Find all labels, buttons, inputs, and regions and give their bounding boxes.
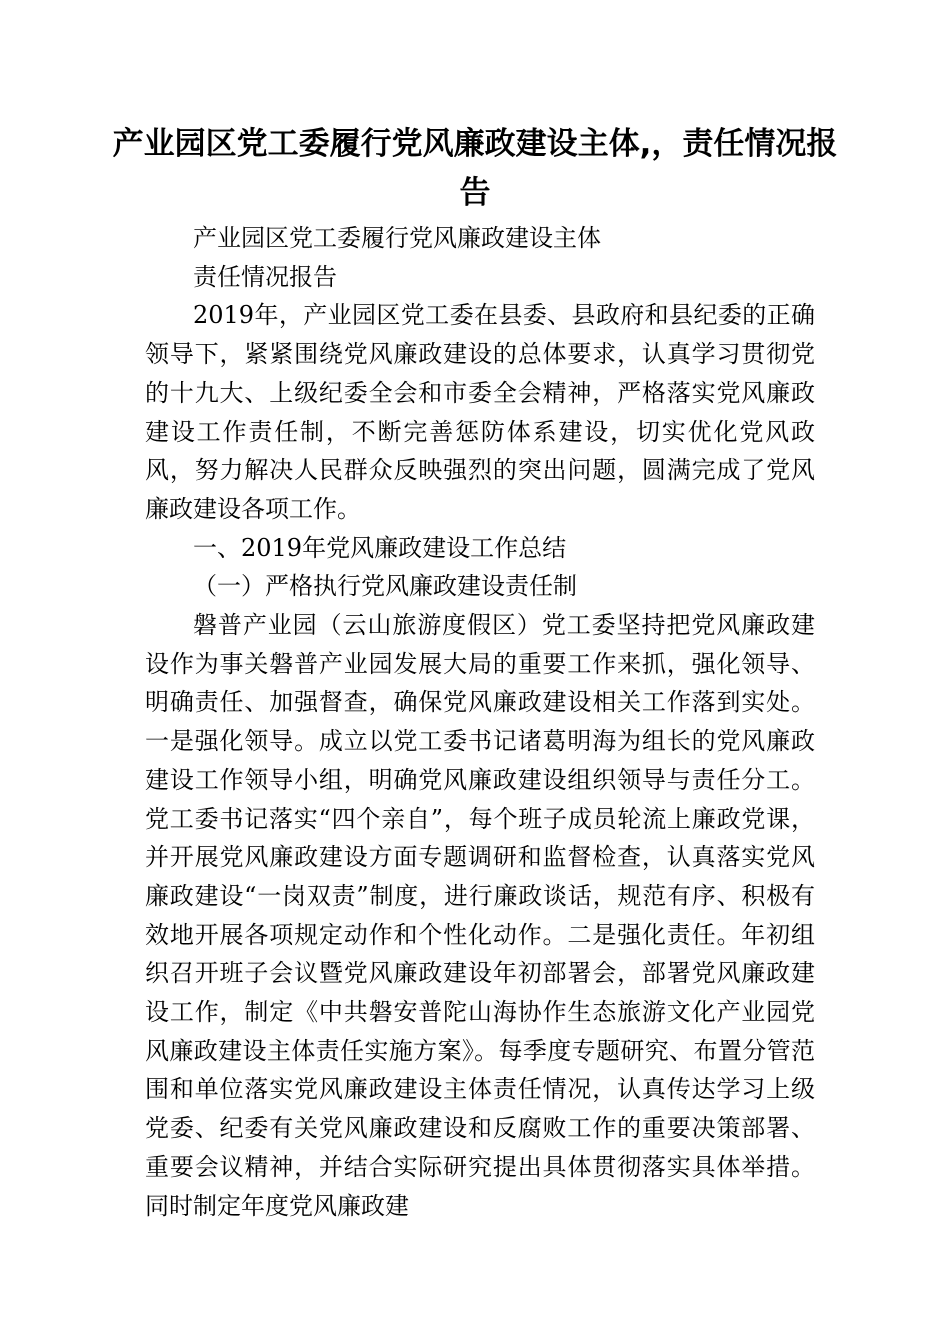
body-paragraph: 磐普产业园（云山旅游度假区）党工委坚持把党风廉政建设作为事关磐普产业园发展大局的重要工作来抓，强化领导、明确责任、加强督查，确保党风廉政建设相关工作落到实处。一是强化领导。成立以党工委书记诸葛明海为组长的党风廉政建设工作领导小组，明确党风廉政建设组织领导与责任分工。党工委书记落实“四个亲自”，每个班子成员轮流上廉政党课，并开展党风廉政建设方面专题调研和监督检查，认真落实党风廉政建设“一岗双责”制度，进行廉政谈话，规范有序、积极有效地开展各项规定动作和个性化动作。二是强化责任。年初组织召开班子会议暨党风廉政建设年初部署会，部署党风廉政建设工作，制定《中共磐安普陀山海协作生态旅游文化产业园党风廉政建设主体责任实施方案》。每季度专题研究、布置分管范围和单位落实党风廉政建设主体责任情况，认真传达学习上级党委、纪委有关党风廉政建设和反腐败工作的重要决策部署、重要会议精神，并结合实际研究提出具体贯彻落实具体举措。同时制定年度党风廉政建 [145,611,815,1220]
subsection-heading: （一）严格执行党风廉政建设责任制 [193,572,577,601]
body-paragraph: 责任情况报告 [193,262,337,291]
body-paragraph: 2019年，产业园区党工委在县委、县政府和县纪委的正确领导下，紧紧围绕党风廉政建设的总体要求，认真学习贯彻党的十九大、上级纪委全会和市委全会精神，严格落实党风廉政建设工作责任制，不断完善惩防体系建设，切实优化党风政风，努力解决人民群众反映强烈的突出问题，圆满完成了党风廉政建设各项工作。 [145,301,815,523]
document-title: 产业园区党工委履行党风廉政建设主体,，责任情况报告 [112,126,838,211]
section-heading: 一、2019年党风廉政建设工作总结 [193,533,567,562]
document-body [145,219,815,1225]
body-paragraph: 产业园区党工委履行党风廉政建设主体 [193,224,601,252]
